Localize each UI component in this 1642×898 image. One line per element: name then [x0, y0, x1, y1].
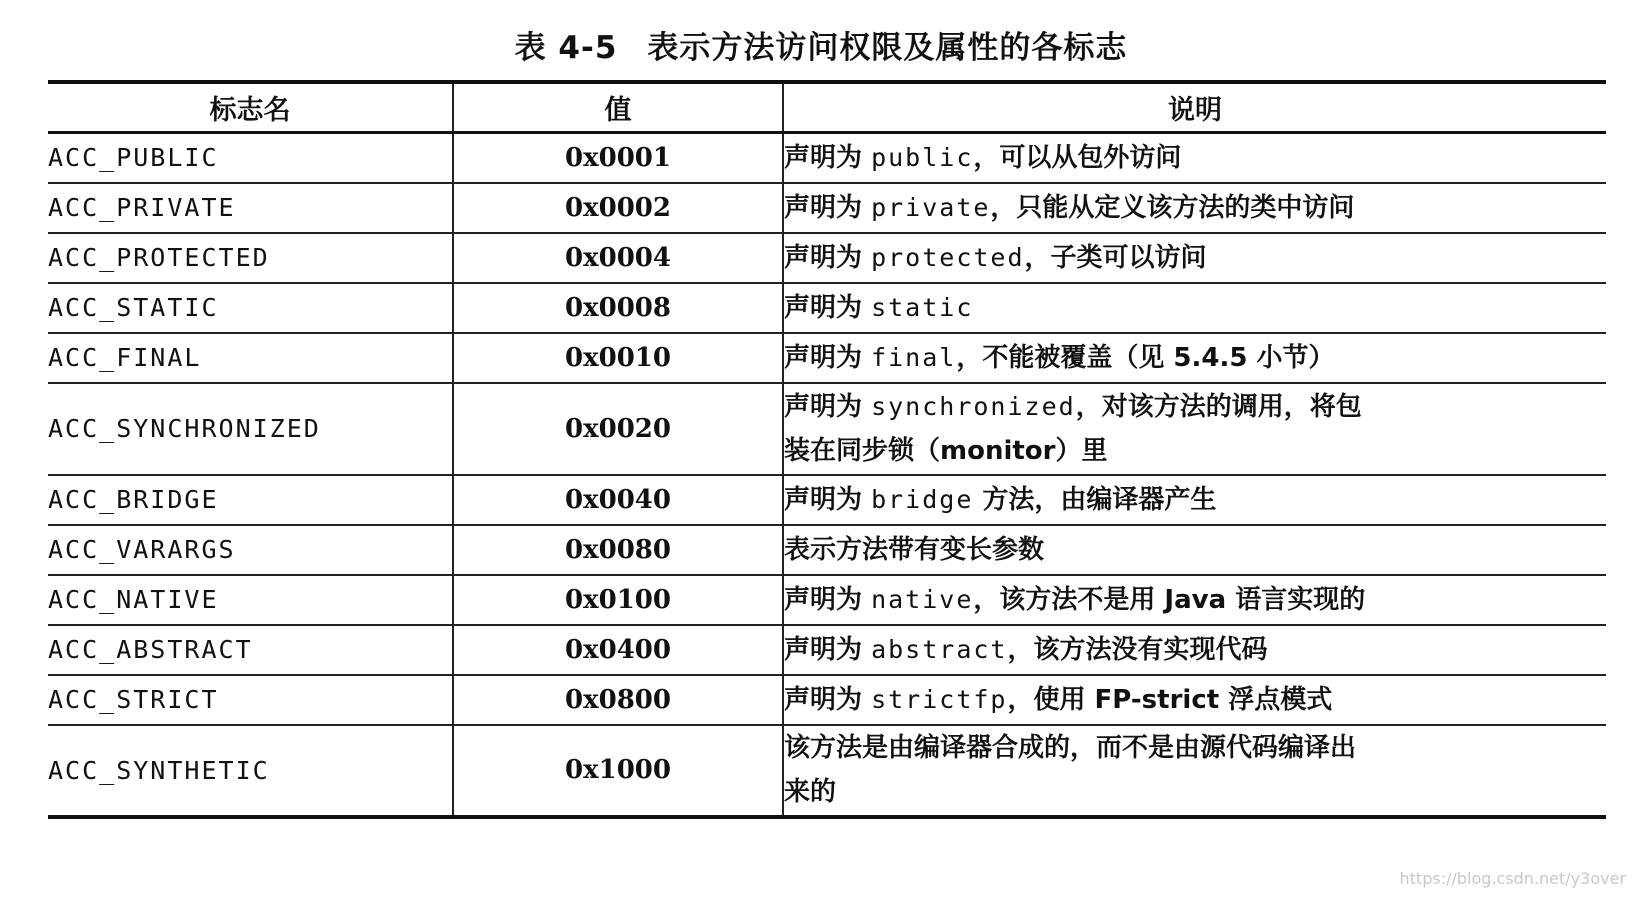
description-keyword: protected	[871, 242, 1025, 272]
access-flags-table	[48, 80, 1606, 819]
description-keyword: private	[871, 192, 991, 222]
description-text: 表示方法带有变长参数	[784, 534, 1045, 565]
description-text: 声明为	[784, 242, 872, 273]
flag-description-cell	[783, 475, 1606, 525]
flag-name-cell: ACC_SYNCHRONIZED	[48, 383, 453, 475]
table-row	[48, 625, 1606, 675]
table-number: 表 4-5	[514, 30, 618, 66]
description-keyword: abstract	[871, 634, 1008, 664]
table-row	[48, 133, 1606, 183]
description-text: 声明为	[784, 634, 872, 665]
header-row	[48, 82, 1606, 133]
header-description: 说明	[783, 82, 1606, 133]
description-text: 声明为	[784, 292, 872, 323]
flag-value-cell: 0x0800	[453, 675, 783, 725]
description-keyword: bridge	[871, 484, 974, 514]
flag-name-cell: ACC_BRIDGE	[48, 475, 453, 525]
flag-value-cell: 0x0020	[453, 383, 783, 475]
flag-description-cell	[783, 283, 1606, 333]
description-line	[784, 236, 1606, 280]
table-row	[48, 283, 1606, 333]
description-keyword: public	[871, 142, 974, 172]
flag-name-cell: ACC_PROTECTED	[48, 233, 453, 283]
description-text: ，只能从定义该方法的类中访问	[990, 192, 1355, 223]
description-text: ，该方法没有实现代码	[1007, 634, 1268, 665]
description-keyword: synchronized	[871, 391, 1076, 421]
flag-description-cell	[783, 525, 1606, 575]
description-keyword: native	[871, 584, 974, 614]
flag-name-cell: ACC_PRIVATE	[48, 183, 453, 233]
description-text: 声明为	[784, 684, 872, 715]
description-text: 声明为	[784, 192, 872, 223]
flag-value-cell: 0x0001	[453, 133, 783, 183]
description-line	[784, 478, 1606, 522]
description-text: ，使用 FP-strict 浮点模式	[1007, 684, 1333, 715]
description-text: ，对该方法的调用，将包	[1075, 391, 1362, 422]
flag-value-cell: 0x0010	[453, 333, 783, 383]
description-text: ，可以从包外访问	[973, 142, 1182, 173]
description-text: 声明为	[784, 584, 872, 615]
flag-value-cell: 0x0008	[453, 283, 783, 333]
description-line	[784, 336, 1606, 380]
table-row	[48, 675, 1606, 725]
description-keyword: strictfp	[871, 684, 1008, 714]
table-row	[48, 475, 1606, 525]
header-flag-name: 标志名	[48, 82, 453, 133]
flag-description-cell	[783, 233, 1606, 283]
flag-name-cell: ACC_NATIVE	[48, 575, 453, 625]
flag-name-cell: ACC_SYNTHETIC	[48, 725, 453, 817]
description-text: 声明为	[784, 342, 872, 373]
flag-description-cell	[783, 675, 1606, 725]
table-row	[48, 575, 1606, 625]
flag-description-cell	[783, 133, 1606, 183]
flag-value-cell: 0x0080	[453, 525, 783, 575]
description-text: ，不能被覆盖（见 5.4.5 小节）	[956, 342, 1335, 373]
description-text: 声明为	[784, 484, 872, 515]
description-text: 声明为	[784, 142, 872, 173]
description-text: 声明为	[784, 391, 872, 422]
table-row	[48, 333, 1606, 383]
flag-value-cell: 0x0400	[453, 625, 783, 675]
table-row	[48, 525, 1606, 575]
watermark: https://blog.csdn.net/y3over	[1399, 869, 1626, 888]
flag-description-cell	[783, 383, 1606, 475]
description-line	[784, 136, 1606, 180]
flag-description-cell	[783, 625, 1606, 675]
description-line	[784, 628, 1606, 672]
table-caption	[0, 22, 1642, 67]
flag-description-cell	[783, 183, 1606, 233]
table-row	[48, 233, 1606, 283]
description-text: ，该方法不是用 Java 语言实现的	[973, 584, 1366, 615]
flag-value-cell: 0x0002	[453, 183, 783, 233]
flag-name-cell: ACC_FINAL	[48, 333, 453, 383]
description-line	[784, 385, 1606, 429]
flag-value-cell: 0x0100	[453, 575, 783, 625]
description-keyword: final	[871, 342, 957, 372]
description-keyword: static	[871, 292, 974, 322]
description-line: 来的	[784, 777, 837, 807]
flag-name-cell: ACC_STATIC	[48, 283, 453, 333]
table-title: 表示方法访问权限及属性的各标志	[647, 30, 1128, 66]
description-line	[784, 186, 1606, 230]
flag-name-cell: ACC_ABSTRACT	[48, 625, 453, 675]
flag-value-cell: 0x0004	[453, 233, 783, 283]
flag-value-cell: 0x0040	[453, 475, 783, 525]
flag-description-cell	[783, 333, 1606, 383]
description-line	[784, 578, 1606, 622]
table-row	[48, 183, 1606, 233]
description-text: 该方法是由编译器合成的，而不是由源代码编译出	[784, 733, 1357, 763]
table-row	[48, 725, 1606, 817]
description-text: ，子类可以访问	[1024, 242, 1207, 273]
description-line	[784, 528, 1606, 572]
description-line	[784, 726, 1606, 770]
flag-name-cell: ACC_VARARGS	[48, 525, 453, 575]
description-line: 装在同步锁（monitor）里	[784, 435, 1108, 466]
flag-description-cell	[783, 575, 1606, 625]
flag-description-cell	[783, 725, 1606, 817]
description-line	[784, 678, 1606, 722]
description-line	[784, 286, 1606, 330]
flag-value-cell: 0x1000	[453, 725, 783, 817]
header-value: 值	[453, 82, 783, 133]
description-text: 方法，由编译器产生	[973, 484, 1217, 515]
table-row	[48, 383, 1606, 475]
flag-name-cell: ACC_STRICT	[48, 675, 453, 725]
flag-name-cell: ACC_PUBLIC	[48, 133, 453, 183]
